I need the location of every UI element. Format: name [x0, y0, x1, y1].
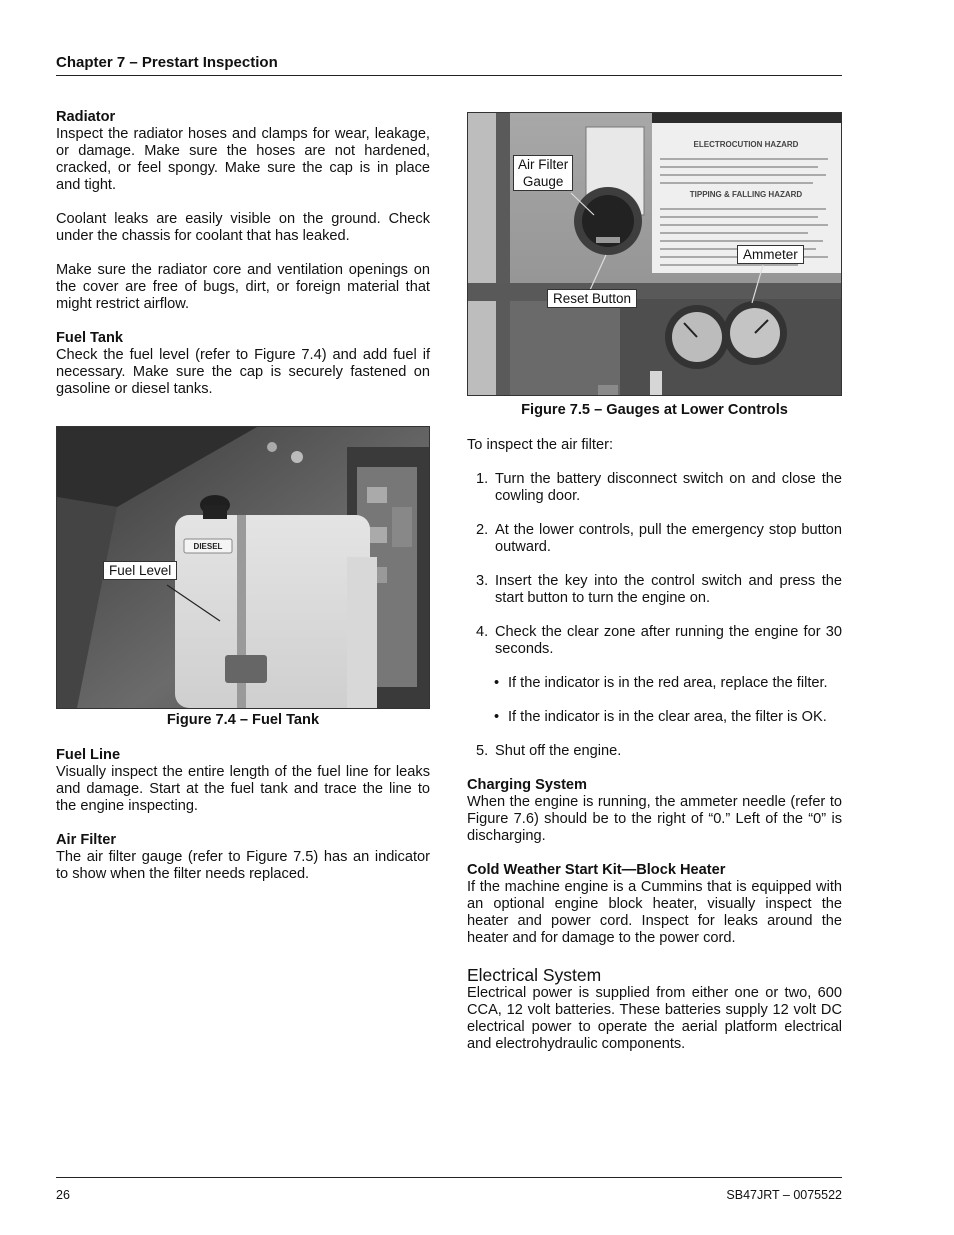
step-1-text: Turn the battery disconnect switch on and close the cowling door.	[495, 471, 842, 504]
step-5	[467, 743, 842, 760]
radiator-paragraph-2: Coolant leaks are easily visible on the ground. Check under the chassis for coolant that has leaked.	[56, 211, 430, 244]
air-filter-callout-line-1: Air Filter	[518, 157, 569, 172]
fuel-level-callout: Fuel Level	[103, 561, 177, 580]
figure-7-4-photo	[56, 426, 430, 709]
step-5-text: Shut off the engine.	[495, 743, 622, 759]
fuel-tank-heading: Fuel Tank	[56, 330, 124, 346]
bullet-clear-text: If the indicator is in the clear area, the filter is OK.	[508, 709, 827, 725]
page-number: 26	[56, 1188, 70, 1202]
charging-system-paragraph: When the engine is running, the ammeter needle (refer to Figure 7.6) should be to the right of “0.” Left of the “0” is discharging.	[467, 794, 842, 844]
fuel-tank-paragraph: Check the fuel level (refer to Figure 7.4) and add fuel if necessary. Make sure the cap is securely fastened on gasoline or diesel tanks.	[56, 347, 430, 397]
step-5-number: 5.	[476, 743, 489, 759]
step-1	[467, 471, 842, 505]
air-filter-callout-line-2: Gauge	[522, 174, 564, 189]
bullet-dot: •	[494, 709, 500, 725]
left-column-top	[56, 109, 430, 398]
air-filter-steps-cont	[467, 743, 842, 760]
step-4-text: Check the clear zone after running the engine for 30 seconds.	[495, 624, 842, 657]
left-column-bottom	[56, 747, 430, 883]
step-3-text: Insert the key into the control switch and press the start button to turn the engine on.	[495, 573, 842, 606]
fuel-line-heading: Fuel Line	[56, 747, 121, 763]
chapter-header: Chapter 7 – Prestart Inspection	[56, 54, 278, 71]
step-2-text: At the lower controls, pull the emergency stop button outward.	[495, 522, 842, 555]
step-4	[467, 624, 842, 658]
electrical-system-paragraph: Electrical power is supplied from either one or two, 600 CCA, 12 volt batteries. These batteries supply 12 volt DC electrical power to operate the aerial platform electrical and electrohydraulic components.	[467, 985, 842, 1052]
figure-7-5-photo	[467, 112, 842, 396]
right-column	[467, 437, 842, 1053]
figure-7-4-caption: Figure 7.4 – Fuel Tank	[166, 712, 320, 728]
radiator-paragraph-3: Make sure the radiator core and ventilation openings on the cover are free of bugs, dirt, or foreign material that might restrict airflow.	[56, 262, 430, 312]
bullet-red-area	[467, 675, 842, 692]
air-filter-intro: To inspect the air filter:	[467, 437, 614, 453]
cold-weather-paragraph: If the machine engine is a Cummins that is equipped with an optional engine block heater, visually inspect the heater and power cord. Inspect for leaks around the heater and for damage to the power cord.	[467, 879, 842, 946]
bullet-red-text: If the indicator is in the red area, replace the filter.	[508, 675, 828, 691]
document-id: SB47JRT – 0075522	[726, 1188, 842, 1202]
radiator-heading: Radiator	[56, 109, 116, 125]
diesel-decal: DIESEL	[193, 542, 223, 551]
air-filter-paragraph: The air filter gauge (refer to Figure 7.5) has an indicator to show when the filter needs replaced.	[56, 849, 430, 882]
charging-system-heading: Charging System	[467, 777, 588, 793]
step-4-number: 4.	[476, 624, 489, 640]
step-2-number: 2.	[476, 522, 489, 538]
bullet-clear-area	[467, 709, 842, 726]
fuel-line-paragraph: Visually inspect the entire length of the fuel line for leaks and damage. Start at the fuel tank and trace the line to the engine inspecting.	[56, 764, 430, 814]
step-3-number: 3.	[476, 573, 489, 589]
header-rule	[56, 75, 842, 76]
radiator-paragraph-1: Inspect the radiator hoses and clamps for wear, leakage, or damage. Make sure the hoses are not hardened, cracked, or feel spongy. Make sure the cap is in place and tight.	[56, 126, 430, 193]
step-3	[467, 573, 842, 607]
footer-rule	[56, 1177, 842, 1178]
air-filter-gauge-callout	[513, 155, 573, 191]
bullet-dot: •	[494, 675, 500, 691]
air-filter-heading: Air Filter	[56, 832, 117, 848]
step-2	[467, 522, 842, 556]
electrocution-hazard-decal: ELECTROCUTION HAZARD	[693, 140, 799, 149]
step-1-number: 1.	[476, 471, 489, 487]
figure-7-5-caption: Figure 7.5 – Gauges at Lower Controls	[521, 402, 788, 418]
electrical-system-heading: Electrical System	[467, 965, 602, 985]
reset-button-callout: Reset Button	[547, 289, 637, 308]
cold-weather-heading: Cold Weather Start Kit—Block Heater	[467, 862, 726, 878]
tipping-hazard-decal: TIPPING & FALLING HAZARD	[689, 190, 803, 199]
air-filter-steps	[467, 471, 842, 658]
ammeter-callout: Ammeter	[737, 245, 804, 264]
